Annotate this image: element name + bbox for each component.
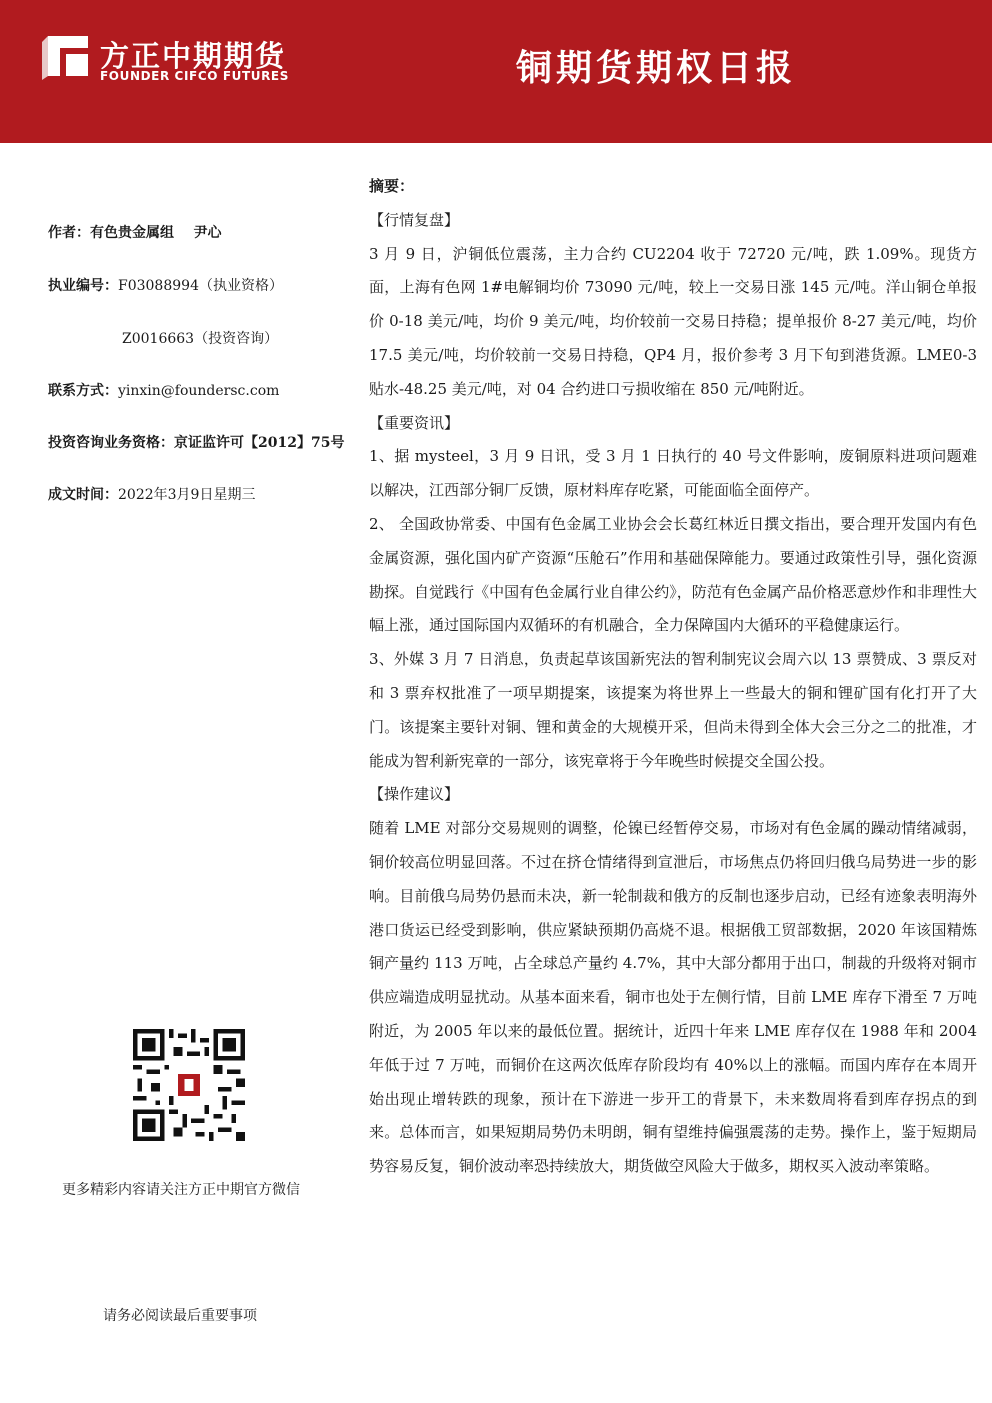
section-title-trading-advice: 【操作建议】 (369, 785, 460, 804)
license-label: 执业编号： (48, 278, 118, 294)
report-title: 铜期货期权日报 (515, 47, 796, 89)
company-name-cn: 方正中期期货 (100, 39, 287, 73)
news-item: 3、外媒 3 月 7 日消息，负责起草该国新宪法的智利制宪议会周六以 13 票赞成、3 票反对和 3 票弃权批准了一项早期提案，该提案为将世界上一些最大的铜和锂矿国有化打开了大门。该提案主要针对铜、锂和黄金的大规模开采，但尚未得到全体大会三分之二的批准，才能成为智利新宪章的一部分，该宪章将于今年晚些时候提交全国公投。 (369, 650, 977, 770)
founder-logo-icon (40, 32, 90, 82)
abstract-label: 摘要： (369, 177, 415, 195)
license-row-2 (122, 328, 278, 348)
license-value-1: F03088994（执业资格） (118, 278, 283, 294)
news-item: 1、据 mysteel，3 月 9 日讯，受 3 月 1 日执行的 40 号文件影响，废铜原料进项问题难以解决，江西部分铜厂反馈，原材料库存吃紧，可能面临全面停产。 (369, 447, 977, 500)
report-header (0, 0, 992, 143)
author-value: 有色贵金属组 尹心 (90, 225, 222, 241)
contact-email[interactable]: yinxin@foundersc.com (118, 383, 280, 399)
author-row (48, 222, 222, 242)
news-item: 2、 全国政协常委、中国有色金属工业协会会长葛红林近日撰文指出，要合理开发国内有色金属资源，强化国内矿产资源“压舱石”作用和基础保障能力。要通过政策性引导，强化资源勘探。自觉践行《中国有色金属行业自律公约》，防范有色金属产品价格恶意炒作和非理性大幅上涨，通过国际国内双循环的有机融合，全力保障国内大循环的平稳健康运行。 (369, 514, 977, 635)
contact-label: 联系方式： (48, 383, 118, 399)
section-title-important-news: 【重要资讯】 (369, 413, 460, 432)
author-label: 作者： (48, 225, 90, 241)
trading-advice-paragraph: 随着 LME 对部分交易规则的调整，伦镍已经暂停交易，市场对有色金属的躁动情绪减弱，铜价较高位明显回落。不过在挤仓情绪得到宣泄后，市场焦点仍将回归俄乌局势进一步的影响。目前俄乌局势仍悬而未决，新一轮制裁和俄方的反制也逐步启动，已经有迹象表明海外港口货运已经受到影响，供应紧缺预期仍高烧不退。根据俄工贸部数据，2020 年该国精炼铜产量约 113 万吨，占全球总产量约 4.7%，其中大部分都用于出口，制裁的升级将对铜市供应端造成明显扰动。从基本面来看，铜市也处于左侧行情，目前 LME 库存下滑至 7 万吨附近，为 2005 年以来的最低位置。据统计，近四十年来 LME 库存仅在 1988 年和 2004 年低于过 7 万吨，而铜价在这两次低库存阶段均有 40%以上的涨幅。而国内库存在本周开始出现止增转跌的现象，预计在下游进一步开工的背景下，未来数周将看到库存拐点的到来。总体而言，如果短期局势仍未明朗，铜有望维持偏强震荡的走势。操作上，鉴于短期局势容易反复，铜价波动率恐持续放大，期货做空风险大于做多，期权买入波动率策略。 (369, 819, 977, 1176)
date-value: 2022年3月9日星期三 (118, 487, 256, 503)
contact-row (48, 380, 279, 400)
company-name-en: FOUNDER CIFCO FUTURES (100, 69, 289, 83)
market-review-paragraph: 3 月 9 日，沪铜低位震荡，主力合约 CU2204 收于 72720 元/吨，跌 1.09%。现货方面，上海有色网 1#电解铜均价 73090 元/吨，较上一交易日涨 145 元/吨。洋山铜仓单报价 0-18 美元/吨，均价 9 美元/吨，均价较前一交易日持稳；提单报价 8-27 美元/吨，均价 17.5 美元/吨，均价较前一交易日持稳，QP4 月，报价参考 3 月下旬到港货源。LME0-3 贴水-48.25 美元/吨，对 04 合约进口亏损收缩在 850 元/吨附近。 (369, 244, 977, 398)
report-body (369, 170, 977, 1184)
section-title-market-review: 【行情复盘】 (369, 210, 460, 229)
qualification-label: 投资咨询业务资格： (48, 435, 174, 451)
qr-code-icon (133, 1029, 245, 1141)
license-row (48, 275, 283, 295)
qualification-row (48, 432, 344, 452)
license-value-2: Z0016663（投资咨询） (122, 331, 279, 347)
date-row (48, 484, 255, 504)
read-notice: 请务必阅读最后重要事项 (103, 1308, 257, 1324)
qualification-value: 京证监许可【2012】75号 (174, 435, 345, 451)
qr-caption: 更多精彩内容请关注方正中期官方微信 (62, 1182, 300, 1198)
date-label: 成文时间： (48, 487, 118, 503)
